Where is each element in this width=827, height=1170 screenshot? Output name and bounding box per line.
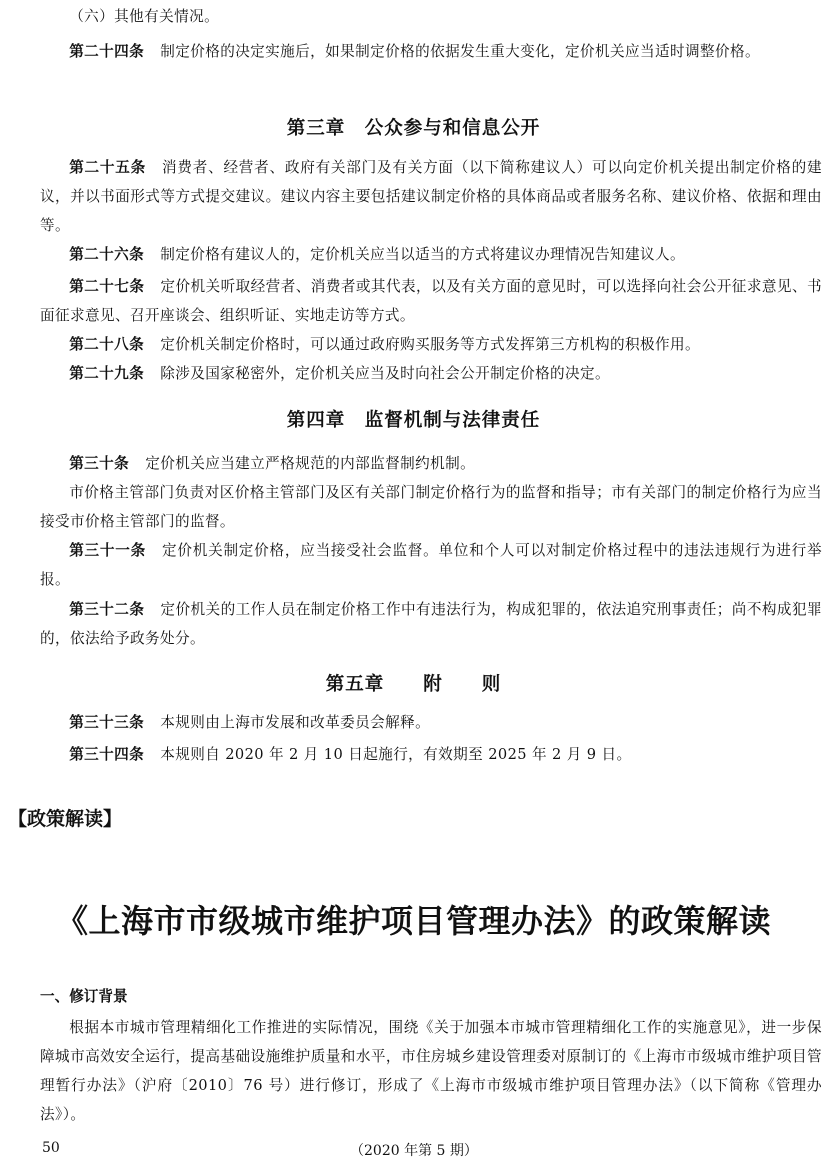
article-label: 第二十五条 — [69, 159, 146, 176]
section-label-policy-interpretation: 【政策解读】 — [8, 808, 123, 830]
article-text: 除涉及国家秘密外，定价机关应当及时向社会公开制定价格的决定。 — [160, 365, 611, 382]
article-label: 第二十四条 — [69, 43, 145, 60]
clause-text: （六）其他有关情况。 — [69, 8, 220, 25]
article-label: 第三十条 — [69, 455, 130, 472]
article-25 — [40, 153, 822, 240]
article-30 — [40, 449, 822, 478]
chapter-4-heading: 第四章 监督机制与法律责任 — [286, 410, 541, 431]
article-26 — [40, 240, 822, 269]
article-label: 第二十六条 — [69, 246, 145, 263]
article-30-paragraph — [40, 478, 822, 536]
article-text: 制定价格有建议人的，定价机关应当以适当的方式将建议办理情况告知建议人。 — [160, 246, 686, 263]
interpretation-paragraph: 根据本市城市管理精细化工作推进的实际情况，围绕《关于加强本市城市管理精细化工作的实施意见》，进一步保障城市高效安全运行，提高基础设施维护质量和水平，市住房城乡建设管理委对原制订的《上海市市级城市维护项目管理暂行办法》（沪府〔2010〕76 号）进行修订，形成了《上海市市级城市维护项目管理办法》（以下简称《管理办法》）。 — [40, 1019, 822, 1123]
article-text: 本规则由上海市发展和改革委员会解释。 — [160, 714, 431, 731]
article-text: 定价机关制定价格时，可以通过政府购买服务等方式发挥第三方机构的积极作用。 — [160, 336, 700, 353]
article-label: 第二十九条 — [69, 365, 145, 382]
article-31 — [40, 536, 822, 594]
chapter-3-heading: 第三章 公众参与和信息公开 — [286, 118, 541, 139]
article-34 — [40, 740, 822, 769]
article-text: 消费者、经营者、政府有关部门及有关方面（以下简称建议人）可以向定价机关提出制定价格的建议，并以书面形式等方式提交建议。建议内容主要包括建议制定价格的具体商品或者服务名称、建议价格、依据和理由等。 — [40, 159, 822, 234]
article-28 — [40, 330, 822, 359]
article-text: 定价机关制定价格，应当接受社会监督。单位和个人可以对制定价格过程中的违法违规行为进行举报。 — [40, 542, 822, 588]
article-label: 第三十三条 — [69, 714, 145, 731]
page-number: 50 — [42, 1140, 60, 1156]
article-label: 第三十二条 — [69, 601, 145, 618]
article-label: 第二十八条 — [69, 336, 145, 353]
interpretation-subheading: 一、修订背景 — [40, 988, 128, 1005]
issue-label: （2020 年第 5 期） — [350, 1143, 478, 1159]
clause-item-six — [40, 2, 822, 31]
paragraph-text: 市价格主管部门负责对区价格主管部门及区有关部门制定价格行为的监督和指导；市有关部门的制定价格行为应当接受市价格主管部门的监督。 — [40, 484, 822, 530]
article-text: 制定价格的决定实施后，如果制定价格的依据发生重大变化，定价机关应当适时调整价格。 — [160, 43, 760, 60]
chapter-5-heading: 第五章 附 则 — [325, 674, 502, 695]
article-29 — [40, 359, 822, 388]
article-label: 第三十四条 — [69, 746, 145, 763]
article-32 — [40, 595, 822, 653]
article-text: 定价机关的工作人员在制定价格工作中有违法行为，构成犯罪的，依法追究刑事责任；尚不构成犯罪的，依法给予政务处分。 — [40, 601, 822, 647]
article-text: 定价机关应当建立严格规范的内部监督制约机制。 — [145, 455, 476, 472]
article-label: 第二十七条 — [69, 278, 145, 295]
article-text: 本规则自 2020 年 2 月 10 日起施行，有效期至 2025 年 2 月 9 日。 — [160, 746, 632, 763]
article-24 — [40, 37, 822, 66]
article-33 — [40, 708, 822, 737]
article-label: 第三十一条 — [69, 542, 146, 559]
article-text: 定价机关听取经营者、消费者或其代表，以及有关方面的意见时，可以选择向社会公开征求意见、书面征求意见、召开座谈会、组织听证、实地走访等方式。 — [40, 278, 822, 324]
article-27 — [40, 272, 822, 330]
interpretation-title: 《上海市市级城市维护项目管理办法》的政策解读 — [55, 902, 771, 940]
